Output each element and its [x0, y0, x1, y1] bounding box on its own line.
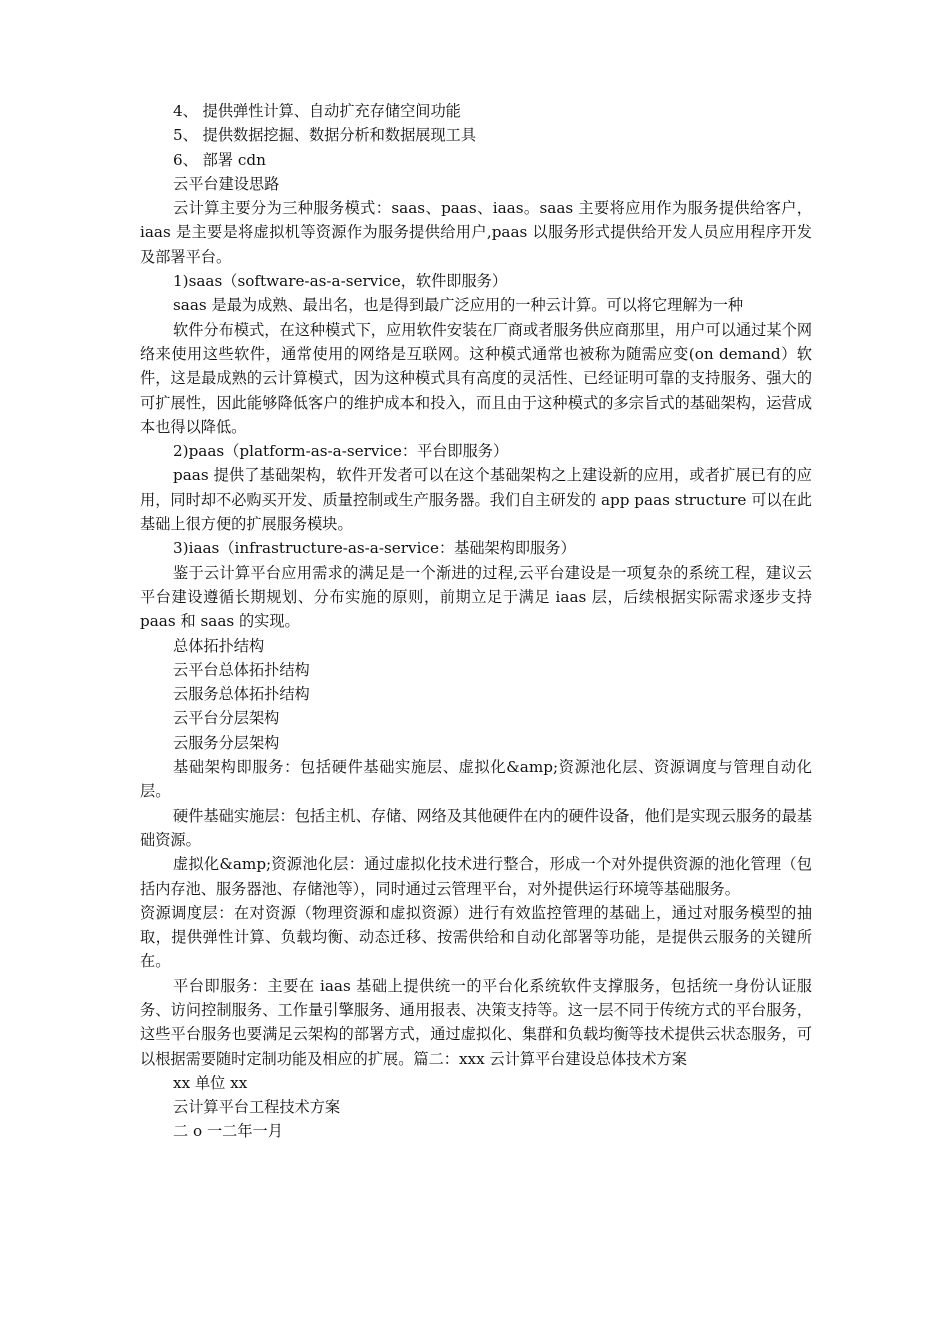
- paragraph-platform-service: 平台即服务：主要在 iaas 基础上提供统一的平台化系统软件支撑服务，包括统一身份认证服务、访问控制服务、工作量引擎服务、通用报表、决策支持等。这一层不同于传统方式的平台服务，这些平台服务也要满足云架构的部署方式，通过虚拟化、集群和负载均衡等技术提供云状态服务，可以根据需要随时定制功能及相应的扩展。篇二：xxx 云计算平台建设总体技术方案: [140, 976, 812, 1068]
- paragraph-scheduling-layer: 资源调度层：在对资源（物理资源和虚拟资源）进行有效监控管理的基础上，通过对服务模型的抽取，提供弹性计算、负载均衡、动态迁移、按需供给和自动化部署等功能，是提供云服务的关键所在。: [140, 903, 812, 971]
- heading-cloud-platform-approach: 云平台建设思路: [173, 174, 280, 193]
- heading-overall-topology: 总体拓扑结构: [173, 636, 265, 655]
- heading-saas: 1)saas（software-as-a-service，软件即服务）: [173, 272, 508, 291]
- list-item-elastic-compute: 4、 提供弹性计算、自动扩充存储空间功能: [173, 102, 461, 120]
- paragraph-hardware-layer: 硬件基础实施层：包括主机、存储、网络及其他硬件在内的硬件设备，他们是实现云服务的最基础资源。: [140, 806, 812, 849]
- heading-platform-layers: 云平台分层架构: [173, 709, 280, 728]
- paragraph-saas-intro: saas 是最为成熟、最出名，也是得到最广泛应用的一种云计算。可以将它理解为一种: [173, 296, 744, 315]
- line-plan-title: 云计算平台工程技术方案: [173, 1098, 341, 1117]
- document-page: [140, 99, 812, 1144]
- line-unit: xx 单位 xx: [173, 1073, 248, 1092]
- heading-service-topology: 云服务总体拓扑结构: [173, 685, 310, 704]
- paragraph-paas: paas 提供了基础架构，软件开发者可以在这个基础架构之上建设新的应用，或者扩展已有的应用，同时却不必购买开发、质量控制或生产服务器。我们自主研发的 app paas structure 可以在此基础上很方便的扩展服务模块。: [140, 466, 812, 534]
- heading-service-layers: 云服务分层架构: [173, 733, 280, 752]
- paragraph-saas-detail: 软件分布模式，在这种模式下，应用软件安装在厂商或者服务供应商那里，用户可以通过某个网络来使用这些软件，通常使用的网络是互联网。这种模式通常也被称为随需应变(on demand）软件，这是最成熟的云计算模式，因为这种模式具有高度的灵活性、已经证明可靠的支持服务、强大的可扩展性，因此能够降低客户的维护成本和投入，而且由于这种模式的多宗旨式的基础架构，运营成本也得以降低。: [140, 320, 812, 436]
- list-item-data-mining: 5、 提供数据挖掘、数据分析和数据展现工具: [173, 126, 477, 145]
- paragraph-virtualization-layer: 虚拟化&amp;资源池化层：通过虚拟化技术进行整合，形成一个对外提供资源的池化管理（包括内存池、服务器池、存储池等），同时通过云管理平台，对外提供运行环境等基础服务。: [140, 855, 812, 898]
- paragraph-service-models: 云计算主要分为三种服务模式：saas、paas、iaas。saas 主要将应用作为服务提供给客户，iaas 是主要是将虚拟机等资源作为服务提供给用户,paas 以服务形式提供给开发人员应用程序开发及部署平台。: [140, 199, 812, 266]
- paragraph-infrastructure-service: 基础架构即服务：包括硬件基础实施层、虚拟化&amp;资源池化层、资源调度与管理自动化层。: [140, 758, 812, 801]
- paragraph-iaas: 鉴于云计算平台应用需求的满足是一个渐进的过程,云平台建设是一项复杂的系统工程，建议云平台建设遵循长期规划、分布实施的原则，前期立足于满足 iaas 层，后续根据实际需求逐步支持 paas 和 saas 的实现。: [140, 563, 812, 631]
- heading-iaas: 3)iaas（infrastructure-as-a-service：基础架构即服务）: [173, 539, 576, 558]
- heading-platform-topology: 云平台总体拓扑结构: [173, 660, 310, 679]
- line-date: 二 o 一二年一月: [173, 1122, 283, 1141]
- heading-paas: 2)paas（platform-as-a-service：平台即服务）: [173, 442, 509, 461]
- list-item-deploy-cdn: 6、 部署 cdn: [173, 150, 266, 169]
